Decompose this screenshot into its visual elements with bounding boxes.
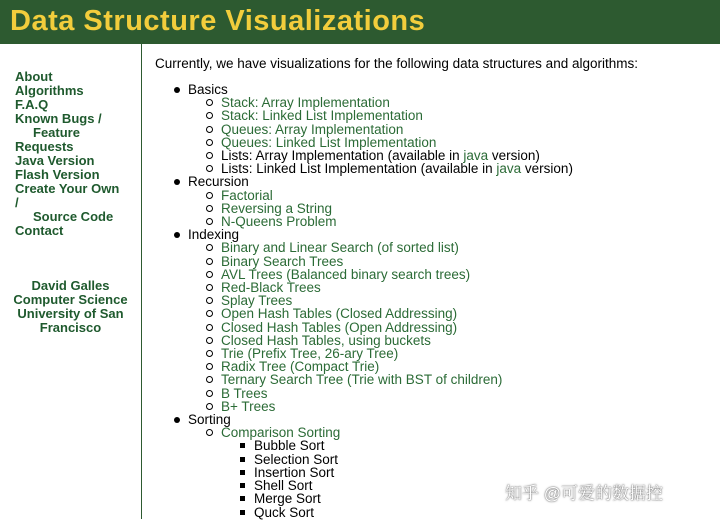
- page-title: Data Structure Visualizations: [10, 5, 426, 37]
- list-item: [188, 426, 715, 518]
- list-item: [155, 83, 715, 175]
- list-item: [155, 228, 715, 413]
- ternary-search-tree-link[interactable]: Ternary Search Tree (Trie with BST of children): [221, 372, 503, 388]
- watermark-text: 知乎 @可爱的数据控: [505, 484, 663, 503]
- java-link[interactable]: java: [463, 148, 489, 164]
- trie-link[interactable]: Trie (Prefix Tree, 26-ary Tree): [221, 346, 399, 362]
- list-item: [188, 400, 715, 413]
- nav-algorithms-link[interactable]: Algorithms: [15, 83, 84, 98]
- nav-known-bugs-link[interactable]: Known Bugs /: [15, 111, 102, 126]
- red-black-trees-link[interactable]: Red-Black Trees: [221, 280, 321, 296]
- nav-create-your-own-link[interactable]: Create Your Own: [15, 181, 120, 196]
- category-recursion: Recursion: [188, 174, 249, 190]
- open-hash-link[interactable]: Open Hash Tables (Closed Addressing): [221, 306, 458, 322]
- bubble-sort-text: Bubble Sort: [254, 438, 325, 454]
- insertion-sort-text: Insertion Sort: [254, 464, 335, 480]
- lists-linked-text: Lists: Linked List Implementation (available in: [221, 161, 497, 177]
- affiliation-line[interactable]: University of San: [17, 306, 124, 321]
- queue-linked-list-link[interactable]: Queues: Linked List Implementation: [221, 134, 437, 150]
- topic-list: [155, 83, 715, 519]
- closed-hash-link[interactable]: Closed Hash Tables (Open Addressing): [221, 319, 458, 335]
- factorial-link[interactable]: Factorial: [221, 187, 273, 203]
- sidebar: [0, 44, 142, 519]
- shell-sort-text: Shell Sort: [254, 478, 313, 494]
- list-item: [188, 162, 715, 175]
- affiliation-line[interactable]: Computer Science: [13, 292, 128, 307]
- queue-array-link[interactable]: Queues: Array Implementation: [221, 121, 404, 137]
- affiliation-line[interactable]: Francisco: [39, 320, 102, 335]
- quick-sort-text: Quck Sort: [254, 504, 315, 520]
- stack-array-link[interactable]: Stack: Array Implementation: [221, 95, 390, 111]
- nav-java-version-link[interactable]: Java Version: [15, 153, 95, 168]
- lists-array-text-end: version): [488, 148, 540, 164]
- author-affiliation: [0, 279, 141, 335]
- b-plus-trees-link[interactable]: B+ Trees: [221, 398, 276, 414]
- lists-array-text: Lists: Array Implementation (available in: [221, 148, 464, 164]
- category-basics: Basics: [188, 82, 228, 97]
- merge-sort-text: Merge Sort: [254, 491, 321, 507]
- intro-text: Currently, we have visualizations for the following data structures and algorithms:: [155, 56, 638, 71]
- list-item: [221, 506, 715, 519]
- category-indexing: Indexing: [188, 227, 240, 243]
- main-content: [155, 56, 715, 519]
- avl-trees-link[interactable]: AVL Trees (Balanced binary search trees): [221, 266, 471, 282]
- radix-tree-link[interactable]: Radix Tree (Compact Trie): [221, 359, 380, 375]
- nav-known-bugs-link-line3[interactable]: Requests: [15, 139, 74, 154]
- sidebar-nav: [15, 70, 140, 238]
- list-item: [155, 175, 715, 228]
- selection-sort-text: Selection Sort: [254, 451, 339, 467]
- nav-contact-link[interactable]: Contact: [15, 223, 64, 238]
- splay-trees-link[interactable]: Splay Trees: [221, 293, 293, 309]
- page-header: [0, 0, 720, 44]
- java-link[interactable]: java: [496, 161, 522, 177]
- category-sorting: Sorting: [188, 412, 231, 428]
- stack-linked-list-link[interactable]: Stack: Linked List Implementation: [221, 108, 423, 124]
- nav-about-link[interactable]: About: [15, 69, 53, 84]
- reversing-string-link[interactable]: Reversing a String: [221, 200, 333, 216]
- author-name[interactable]: David Galles: [31, 278, 110, 293]
- lists-linked-text-end: version): [521, 161, 573, 177]
- bst-link[interactable]: Binary Search Trees: [221, 253, 344, 269]
- binary-linear-search-link[interactable]: Binary and Linear Search (of sorted list): [221, 240, 459, 256]
- n-queens-link[interactable]: N-Queens Problem: [221, 214, 337, 230]
- nav-known-bugs-link-line2[interactable]: Feature: [33, 125, 80, 140]
- closed-hash-buckets-link[interactable]: Closed Hash Tables, using buckets: [221, 332, 431, 348]
- nav-source-code-link[interactable]: Source Code: [33, 209, 114, 224]
- list-item: [188, 215, 715, 228]
- nav-flash-version-link[interactable]: Flash Version: [15, 167, 100, 182]
- nav-create-your-own-link-line2[interactable]: /: [15, 195, 19, 210]
- b-trees-link[interactable]: B Trees: [221, 385, 268, 401]
- nav-faq-link[interactable]: F.A.Q: [15, 97, 49, 112]
- comparison-sorting-link[interactable]: Comparison Sorting: [221, 425, 341, 441]
